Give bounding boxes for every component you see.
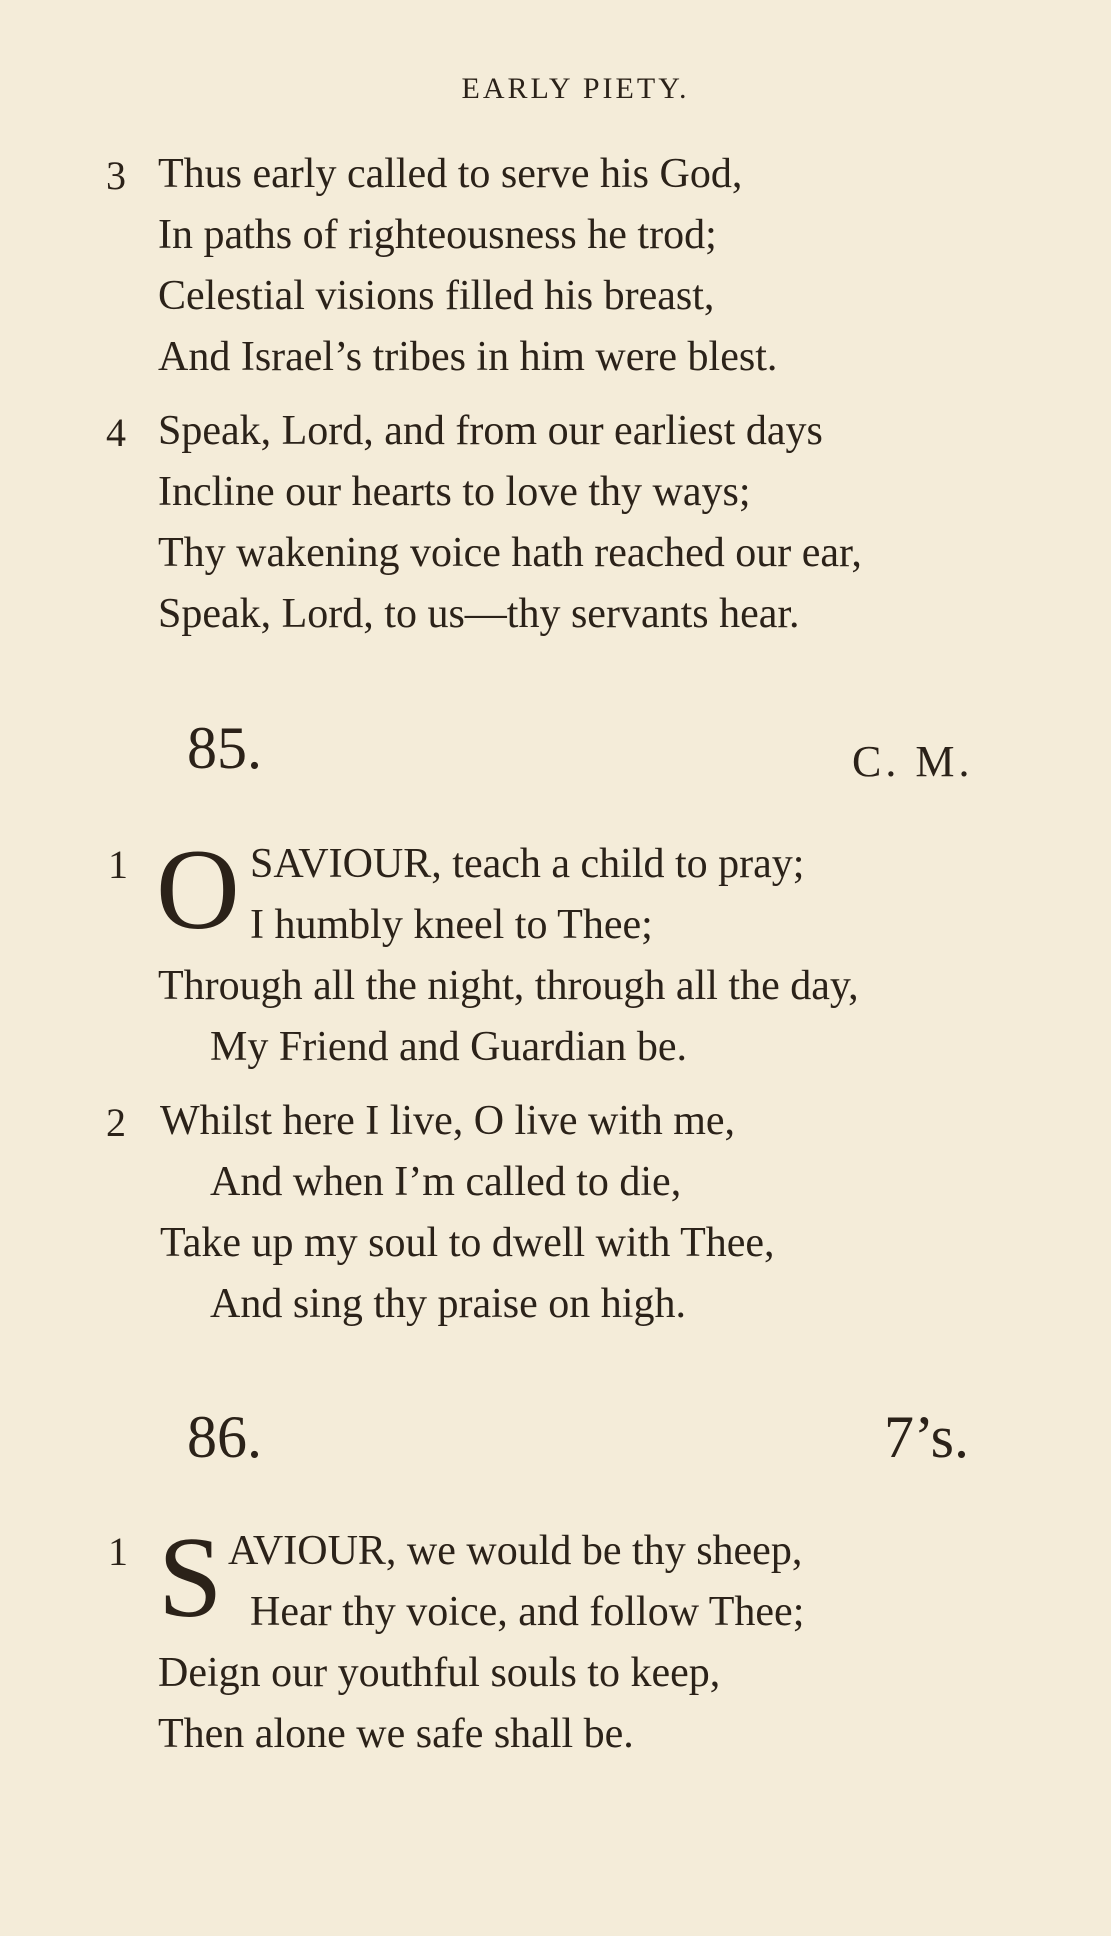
verse-line: Through all the night, through all the day, <box>158 963 859 1009</box>
hymn-number: 86. <box>187 1404 262 1470</box>
verse-line: I humbly kneel to Thee; <box>250 902 653 948</box>
verse-line: And Israel’s tribes in him were blest. <box>158 334 778 380</box>
verse-line: Then alone we safe shall be. <box>158 1711 634 1757</box>
verse-number: 2 <box>106 1100 126 1145</box>
hymn-number: 85. <box>187 715 262 781</box>
verse-number: 4 <box>106 410 126 455</box>
hymn-meter: C. M. <box>852 737 974 786</box>
verse-line: SAVIOUR, teach a child to pray; <box>250 841 805 887</box>
verse-line: In paths of righteousness he trod; <box>158 212 717 258</box>
verse-line: Thy wakening voice hath reached our ear, <box>158 530 862 576</box>
verse-line: My Friend and Guardian be. <box>210 1024 688 1070</box>
verse-line: And sing thy praise on high. <box>210 1281 686 1327</box>
verse-line: Speak, Lord, to us—thy servants hear. <box>158 591 800 637</box>
verse-line: AVIOUR, we would be thy sheep, <box>228 1528 803 1574</box>
verse-number: 1 <box>108 1529 128 1574</box>
verse-line: Hear thy voice, and follow Thee; <box>250 1589 805 1635</box>
verse-line: Thus early called to serve his God, <box>158 151 743 197</box>
verse-line: Take up my soul to dwell with Thee, <box>160 1220 775 1266</box>
drop-cap: S <box>158 1514 223 1642</box>
verse-line: And when I’m called to die, <box>210 1159 682 1205</box>
verse-line: Deign our youthful souls to keep, <box>158 1650 721 1696</box>
verse-number: 1 <box>108 842 128 887</box>
verse-line: Whilst here I live, O live with me, <box>160 1098 736 1144</box>
verse-line: Celestial visions filled his breast, <box>158 273 715 319</box>
hymn-meter: 7’s. <box>884 1404 970 1470</box>
running-head: EARLY PIETY. <box>461 72 690 105</box>
verse-number: 3 <box>106 153 126 198</box>
verse-line: Incline our hearts to love thy ways; <box>158 469 751 515</box>
drop-cap: O <box>156 826 240 954</box>
verse-line: Speak, Lord, and from our earliest days <box>158 408 823 454</box>
